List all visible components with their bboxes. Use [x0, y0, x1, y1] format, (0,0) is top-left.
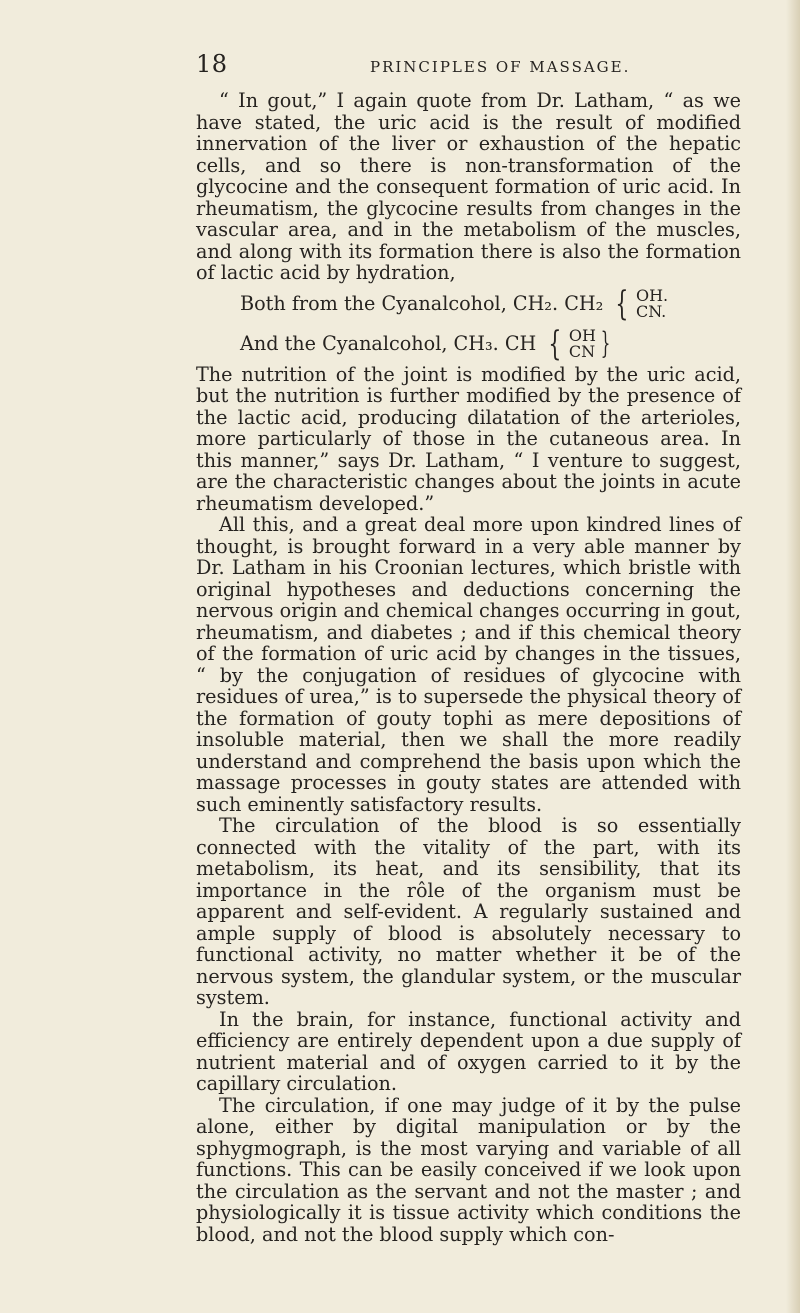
page-number: 18: [196, 50, 228, 78]
formula-2-brace: {: [548, 323, 562, 364]
formula-1-top: OH.: [635, 285, 669, 305]
paragraph-joint-nutrition: The nutrition of the joint is modified by the uric acid, but the nutrition is further modified by the presence of the lactic acid, producing dilatation of the arterioles, more particularly of those in the cutaneous area. In this manner,” says Dr. Latham, “ I venture to suggest, are the characteristic changes about the joints in acute rheumatism developed.”: [196, 362, 741, 515]
formula-1-bottom: CN.: [635, 301, 667, 321]
paragraph-gout-quote: “ In gout,” I again quote from Dr. Latham, “ as we have stated, the uric acid is the result of modified innervation of the liver or exhaustion of the hepatic cells, and so there is non-transformation of the glycocine and the consequent formation of uric acid. In rheumatism, the glycocine results from changes in the vascular area, and in the metabolism of the muscles, and along with its formation there is also the formation of lactic acid by hydration,: [196, 89, 741, 284]
paragraph-brain: In the brain, for instance, functional activity and efficiency are entirely dependent upon a due supply of nutrient material and of oxygen carried to it by the capillary circulation.: [196, 1007, 741, 1095]
formula-2-stack: [568, 325, 596, 361]
paragraph-circulation: The circulation of the blood is so essentially connected with the vitality of the part, with its metabolism, its heat, and its sensibility, that its importance in the rôle of the organism must be apparent and self-evident. A regularly sustained and ample supply of blood is absolutely necessary to functional activity, no matter whether it be of the nervous system, the glandular system, or the muscular system.: [196, 814, 741, 1009]
formula-1-brace: {: [615, 283, 629, 324]
formula-cyanalcohol-1: [240, 284, 741, 324]
paragraph-croonian-lectures: All this, and a great deal more upon kindred lines of thought, is brought forward in a very able manner by Dr. Latham in his Croonian lectures, which bristle with original hypotheses and deductions concerning the nervous origin and chemical changes occurring in gout, rheumatism, and diabetes ; and if this chemical theory of the formation of uric acid by changes in the tissues, “ by the conjugation of residues of glycocine with residues of urea,” is to supersede the physical theory of the formation of gouty tophi as mere depositions of insoluble material, then we shall the more readily understand and comprehend the basis upon which the massage processes in gouty states are attended with such eminently satisfactory results.: [196, 513, 741, 816]
running-head: PRINCIPLES OF MASSAGE.: [370, 58, 631, 76]
formula-2-top: OH: [568, 325, 596, 345]
formula-cyanalcohol-2: [240, 324, 741, 364]
formula-2-bottom: CN: [568, 341, 596, 361]
paragraph-pulse: The circulation, if one may judge of it by the pulse alone, either by digital manipulation or by the sphygmograph, is the most varying and variable of all functions. This can be easily conceived if we look upon the circulation as the servant and not the master ; and physiologically it is tissue activity which conditions the blood, and not the blood supply which con-: [196, 1093, 741, 1246]
formula-2-prefix: And the Cyanalcohol, CH₃. CH: [240, 331, 537, 355]
formula-2-closing-brace: }: [600, 325, 611, 361]
body-text: [196, 90, 741, 1245]
formula-1-prefix: Both from the Cyanalcohol, CH₂. CH₂: [240, 291, 604, 315]
formula-1-stack: [635, 285, 669, 321]
page-edge-shadow: [786, 0, 800, 1313]
